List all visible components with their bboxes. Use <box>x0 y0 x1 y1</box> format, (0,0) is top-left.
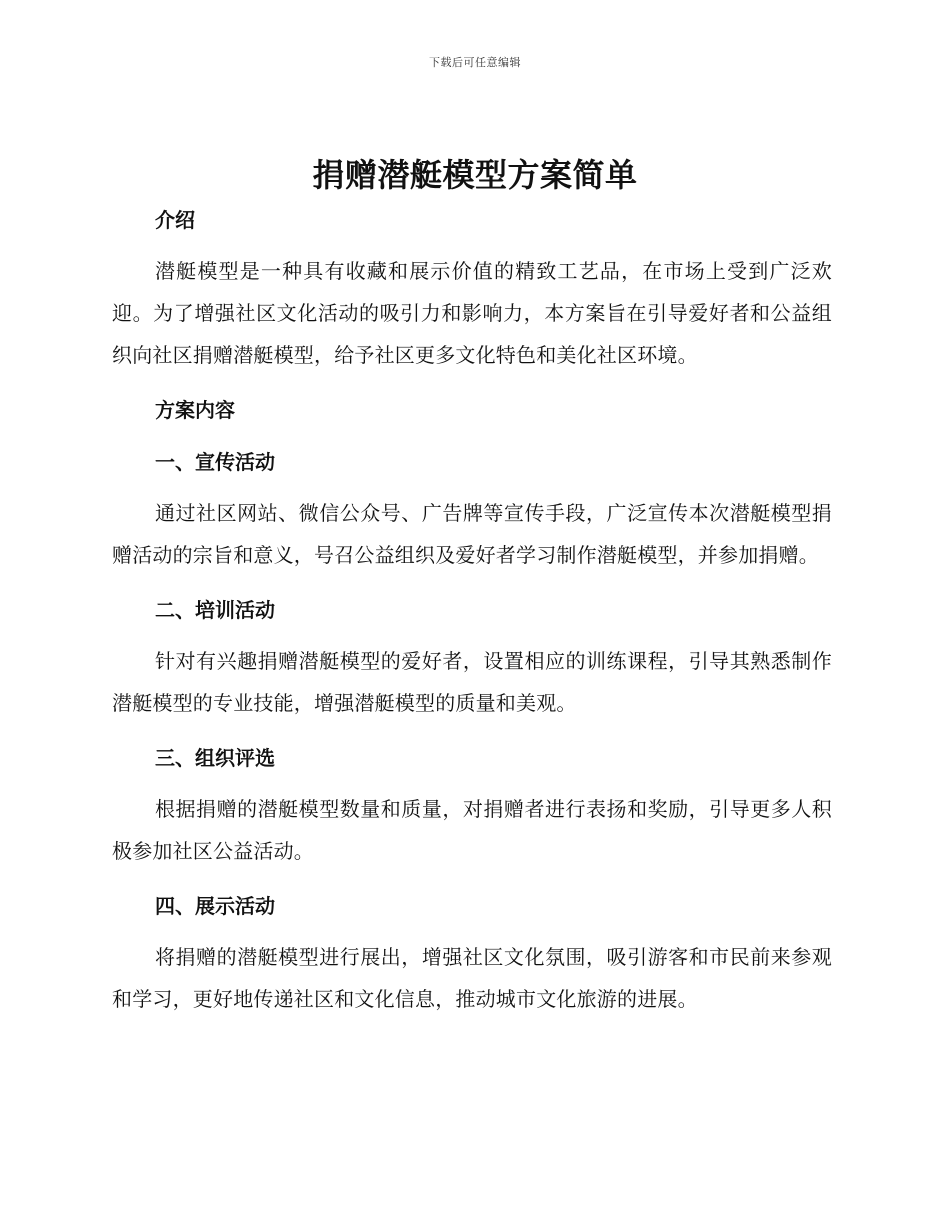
section-paragraph-selection: 根据捐赠的潜艇模型数量和质量，对捐赠者进行表扬和奖励，引导更多人积极参加社区公益活动。 <box>112 797 832 863</box>
document-body <box>112 202 832 1020</box>
section-paragraph-training: 针对有兴趣捐赠潜艇模型的爱好者，设置相应的训练课程，引导其熟悉制作潜艇模型的专业技能，增强潜艇模型的质量和美观。 <box>112 649 832 715</box>
section-heading-plan-content: 方案内容 <box>155 398 235 422</box>
section-paragraph-intro: 潜艇模型是一种具有收藏和展示价值的精致工艺品，在市场上受到广泛欢迎。为了增强社区文化活动的吸引力和影响力，本方案旨在引导爱好者和公益组织向社区捐赠潜艇模型，给予社区更多文化特色和美化社区环境。 <box>112 259 832 367</box>
section-heading-selection: 三、组织评选 <box>155 746 275 770</box>
section-paragraph-publicity: 通过社区网站、微信公众号、广告牌等宣传手段，广泛宣传本次潜艇模型捐赠活动的宗旨和意义，号召公益组织及爱好者学习制作潜艇模型，并参加捐赠。 <box>112 501 832 567</box>
header-note: 下载后可任意编辑 <box>429 56 521 69</box>
document-title: 捐赠潜艇模型方案简单 <box>312 156 638 194</box>
section-heading-intro: 介绍 <box>155 208 195 232</box>
section-paragraph-exhibition: 将捐赠的潜艇模型进行展出，增强社区文化氛围，吸引游客和市民前来参观和学习，更好地传递社区和文化信息，推动城市文化旅游的进展。 <box>112 945 832 1011</box>
section-heading-publicity: 一、宣传活动 <box>155 450 275 474</box>
section-heading-exhibition: 四、展示活动 <box>155 894 275 918</box>
section-heading-training: 二、培训活动 <box>155 598 275 622</box>
